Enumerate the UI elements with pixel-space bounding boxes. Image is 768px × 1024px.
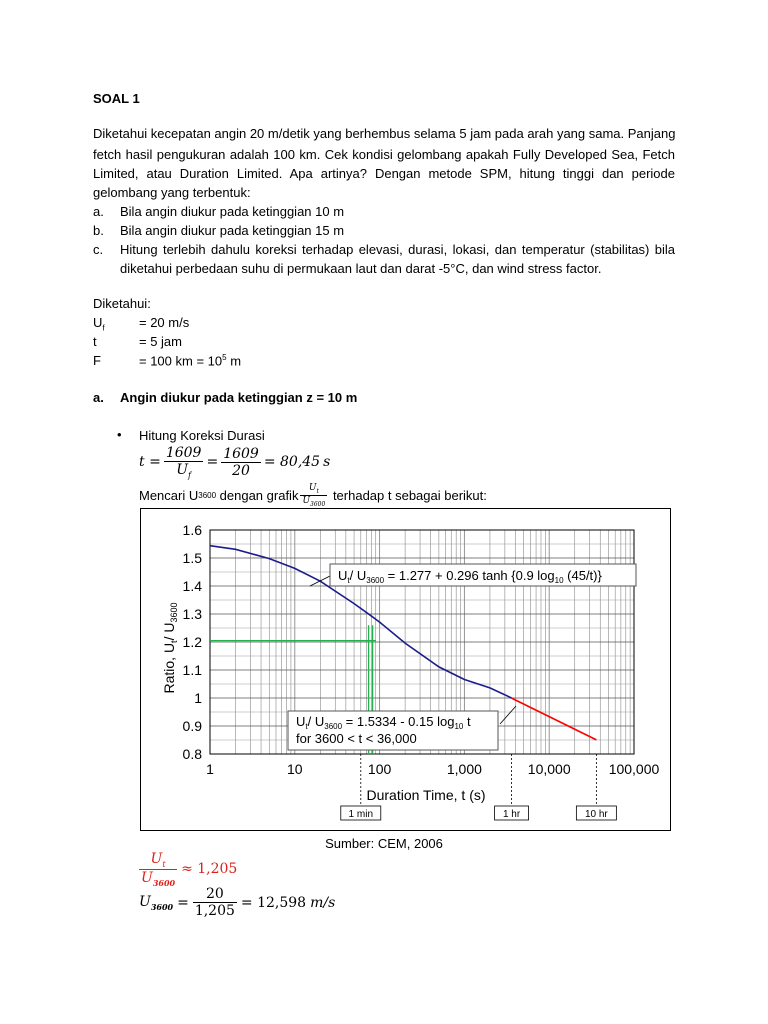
- svg-text:for 3600 < t < 36,000: for 3600 < t < 36,000: [296, 731, 417, 746]
- equation-annotation-2: [288, 706, 516, 750]
- x-tick-label: 10: [287, 761, 303, 777]
- graph-intro: Mencari U 3600 dengan grafik $\frac{U_t}{U_{3600}}$ terhadap t sebagai berikut:: [139, 482, 487, 508]
- problem-line-1: Diketahui kecepatan angin 20 m/detik yang berhembus selama 5 jam pada arah yang sama. Panjang: [93, 126, 676, 141]
- y-tick-label: 1.2: [182, 634, 202, 650]
- section-a-title: Angin diukur pada ketinggian z = 10 m: [120, 390, 358, 405]
- x-tick-label: 1,000: [446, 761, 482, 777]
- svg-text:Ut/ U3600 = 1.5334 - 0.15 log1: $U_t/$ $U_{3600} = 1.5334 - 0.15$ $\log_{10} t$: [296, 714, 471, 731]
- page-title: SOAL 1: [93, 91, 140, 106]
- x-tick-label: 100: [367, 761, 392, 777]
- section-a-marker: a.: [93, 390, 104, 405]
- y-tick-label: 1.4: [182, 578, 202, 594]
- given-sym-uf: $U_f$: [93, 315, 105, 333]
- item-c-text: Hitung terlebih dahulu koreksi terhadap elevasi, durasi, lokasi, dan temperatur (stabilitas) bila: [120, 242, 675, 257]
- x-axis-label: Duration Time, t (s): [366, 787, 486, 803]
- y-tick-label: 1.3: [182, 606, 202, 622]
- item-b-text: Bila angin diukur pada ketinggian 15 m: [120, 223, 345, 238]
- bullet-label: Hitung Koreksi Durasi: [139, 428, 265, 443]
- problem-line-2: fetch hasil pengukuran adalah 100 km. Cek kondisi gelombang apakah Fully Developed Sea, Fetch: [93, 147, 675, 162]
- x-tick-label: 1: [206, 761, 214, 777]
- item-a-marker: a.: [93, 204, 104, 219]
- item-c-text-2: diketahui perbedaan suhu di permukaan laut dan darat -5°C, dan wind stress factor.: [120, 261, 602, 276]
- y-tick-label: 1.5: [182, 550, 202, 566]
- item-a-text: Bila angin diukur pada ketinggian 10 m: [120, 204, 345, 219]
- chart-source: Sumber: CEM, 2006: [325, 836, 443, 851]
- duration-ratio-chart: [140, 508, 672, 832]
- given-sym-f: F: [93, 353, 101, 368]
- chart-frame: [141, 509, 671, 831]
- svg-text:Ut/ U3600 = 1.277 + 0.296 tanh: $U_t/$ $U_{3600} = 1.277 + 0.296$ tanh {0.9 $\log_{10} (45/t)$}: [338, 568, 602, 585]
- given-val-f: = 100 km = $10^5$ m: [139, 353, 242, 369]
- problem-line-3: Limited, atau Duration Limited. Apa artinya? Dengan metode SPM, hitung tinggi dan periode: [93, 166, 675, 181]
- problem-line-4: gelombang yang terbentuk:: [93, 185, 251, 200]
- given-heading: Diketahui:: [93, 296, 151, 311]
- y-tick-label: 0.8: [182, 746, 202, 762]
- x-tick-label: 100,000: [608, 761, 660, 777]
- y-tick-label: 1.6: [182, 522, 202, 538]
- y-tick-label: 0.9: [182, 718, 202, 734]
- y-axis-label: Ratio, $U_t/$ $U_{3600}$: [161, 602, 179, 694]
- bullet-icon: •: [117, 427, 122, 442]
- u3600-result: $U_{3600}$ = $\frac{20}{1,205}$ = 12,598 m/s: [139, 886, 336, 919]
- given-val-t: = 5 jam: [139, 334, 182, 349]
- ratio-result: $\frac{U_t}{U_{3600}}$ ≈ 1,205: [141, 851, 238, 888]
- marker-label: 1 min: [348, 809, 374, 820]
- given-sym-t: t: [93, 334, 97, 349]
- item-c-marker: c.: [93, 242, 104, 257]
- given-val-uf: = 20 m/s: [139, 315, 190, 330]
- y-tick-label: 1.1: [182, 662, 202, 678]
- y-tick-label: 1: [194, 690, 202, 706]
- duration-equation: t = $\frac{1609}{U_f}$ = $\frac{1609}{20}$ = 80,45 s: [139, 444, 331, 480]
- marker-label: 10 hr: [584, 809, 608, 820]
- x-tick-label: 10,000: [527, 761, 571, 777]
- equation-annotation-1: [310, 564, 636, 586]
- item-b-marker: b.: [93, 223, 104, 238]
- marker-label: 1 hr: [502, 809, 521, 820]
